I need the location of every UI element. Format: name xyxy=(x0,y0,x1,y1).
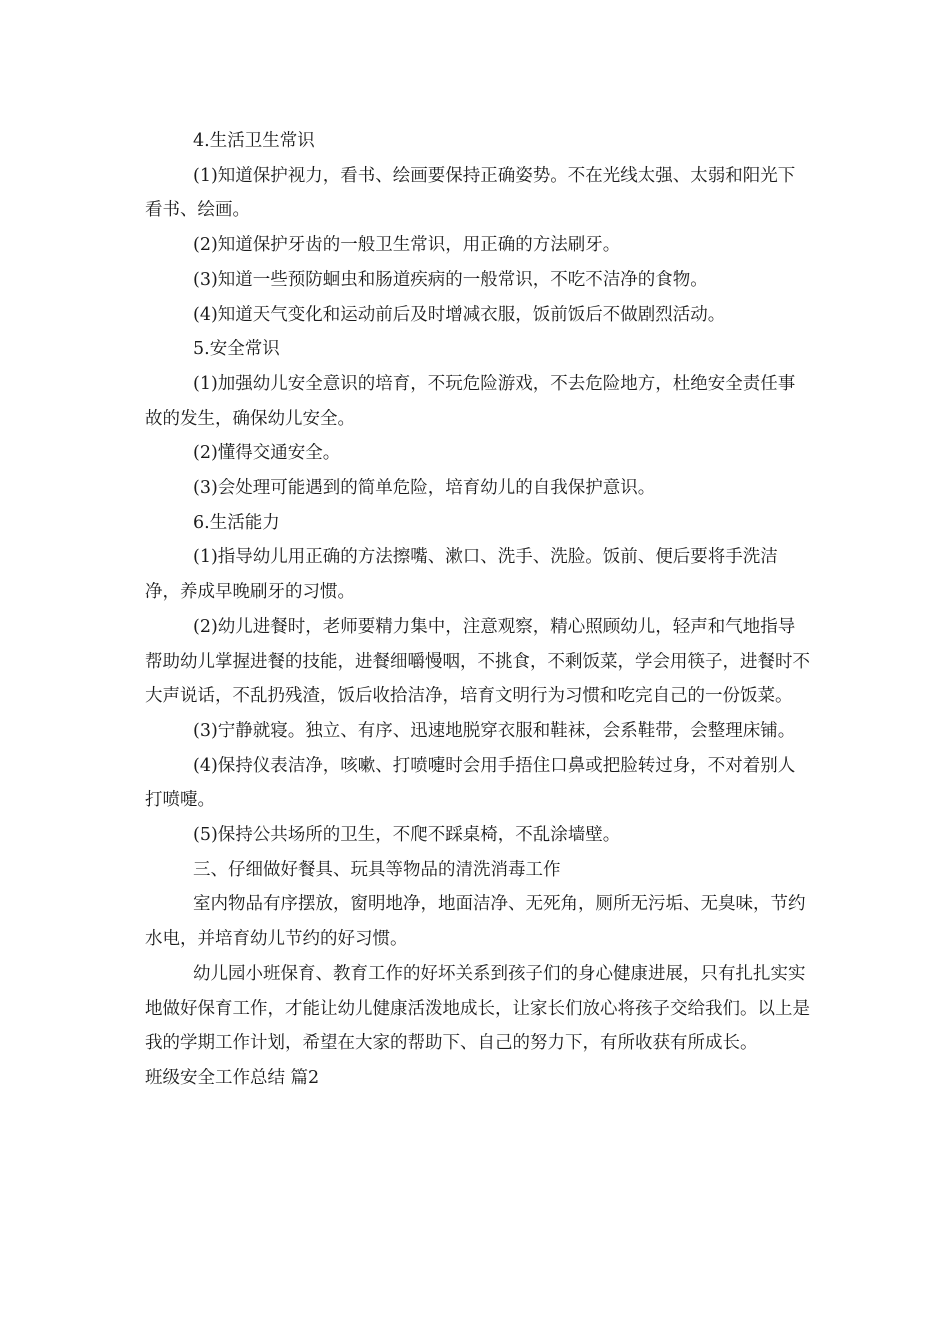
paragraph: 幼儿园小班保育、教育工作的好坏关系到孩子们的身心健康进展，只有扎扎实实地做好保育工作，才能让幼儿健康活泼地成长，让家长们放心将孩子交给我们。以上是我的学期工作计划，希望在大家的帮助下、自己的努力下，有所收获有所成长。 xyxy=(145,963,810,1054)
section-heading: 三、仔细做好餐具、玩具等物品的清洗消毒工作 xyxy=(193,859,561,880)
paragraph: (1)指导幼儿用正确的方法擦嘴、漱口、洗手、洗脸。饭前、便后要将手洗洁净，养成早晚刷牙的习惯。 xyxy=(145,547,778,603)
section-heading: 5.安全常识 xyxy=(193,339,280,360)
paragraph: (4)保持仪表洁净，咳嗽、打喷嚏时会用手捂住口鼻或把脸转过身，不对着别人打喷嚏。 xyxy=(145,755,796,811)
paragraph: (1)加强幼儿安全意识的培育，不玩危险游戏，不去危险地方，杜绝安全责任事故的发生，确保幼儿安全。 xyxy=(145,373,796,429)
paragraph: (2)知道保护牙齿的一般卫生常识，用正确的方法刷牙。 xyxy=(193,235,621,256)
section-heading: 4.生活卫生常识 xyxy=(193,131,315,151)
section-heading: 6.生活能力 xyxy=(193,512,280,533)
paragraph: (3)会处理可能遇到的简单危险，培育幼儿的自我保护意识。 xyxy=(193,478,656,499)
paragraph: (1)知道保护视力，看书、绘画要保持正确姿势。不在光线太强、太弱和阳光下看书、绘画。 xyxy=(145,165,796,221)
paragraph: 室内物品有序摆放，窗明地净，地面洁净、无死角，厕所无污垢、无臭味，节约水电，并培育幼儿节约的好习惯。 xyxy=(145,894,806,950)
paragraph: (2)懂得交通安全。 xyxy=(193,443,341,464)
paragraph: (3)宁静就寝。独立、有序、迅速地脱穿衣服和鞋袜，会系鞋带，会整理床铺。 xyxy=(193,720,796,741)
document-title: 班级安全工作总结 篇2 xyxy=(145,1067,320,1088)
paragraph: (5)保持公共场所的卫生，不爬不踩桌椅，不乱涂墙壁。 xyxy=(193,825,621,846)
document-body xyxy=(145,124,810,1096)
paragraph: (2)幼儿进餐时，老师要精力集中，注意观察，精心照顾幼儿，轻声和气地指导帮助幼儿掌握进餐的技能，进餐细嚼慢咽，不挑食，不剩饭菜，学会用筷子，进餐时不大声说话，不乱扔残渣，饭后收拾洁净，培育文明行为习惯和吃完自己的一份饭菜。 xyxy=(145,616,810,707)
paragraph: (4)知道天气变化和运动前后及时增减衣服，饭前饭后不做剧烈活动。 xyxy=(193,304,726,325)
paragraph: (3)知道一些预防蛔虫和肠道疾病的一般常识，不吃不洁净的食物。 xyxy=(193,269,708,290)
